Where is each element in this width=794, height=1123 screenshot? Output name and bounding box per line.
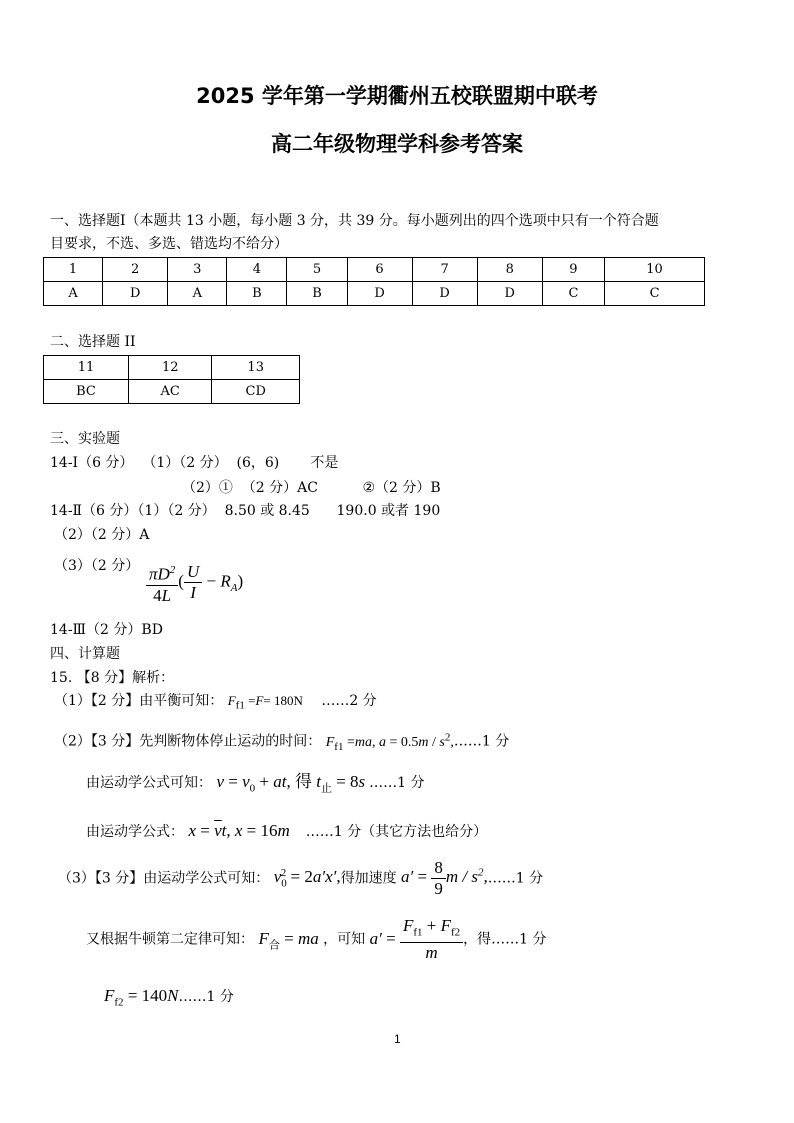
q-number: 11 xyxy=(44,356,129,380)
section4-heading: 四、计算题 xyxy=(50,646,120,662)
q15-part3-mid: 得加速度 xyxy=(340,870,397,887)
q-number: 9 xyxy=(542,258,604,282)
document-subtitle: 高二年级物理学科参考答案 xyxy=(271,132,523,156)
q-number: 3 xyxy=(168,258,227,282)
q14-2-line1: 14-Ⅱ（6 分）（1）（2 分） 8.50 或 8.45 190.0 或者 190 xyxy=(50,503,441,519)
score-note: ……1 分 xyxy=(178,989,234,1005)
q14-2-line2: （2）（2 分）A xyxy=(54,527,150,543)
q15-part3-label: （3）【3 分】由运动学公式可知： xyxy=(58,870,270,887)
q-number: 2 xyxy=(103,258,168,282)
page-number: 1 xyxy=(394,1032,401,1046)
q-answer: B xyxy=(227,282,287,306)
q-answer: BC xyxy=(44,380,129,404)
q-answer: CD xyxy=(212,380,300,404)
math-expression: $F_合$ = ma xyxy=(258,928,319,951)
document-title: 2025 学年第一学期衢州五校联盟期中联考 xyxy=(196,84,598,108)
table-row xyxy=(44,282,705,306)
resistivity-formula: $\frac{\pi D^2}{4L}$ ( $\frac{U}{I}$ − $R_A$) xyxy=(146,560,243,606)
q-answer: C xyxy=(605,282,705,306)
q15-kinematics-1-label: 由运动学公式可知： xyxy=(86,775,212,791)
q-answer: D xyxy=(412,282,477,306)
q-answer: C xyxy=(542,282,604,306)
math-expression: $x = \overline{v}t$, x = 16m xyxy=(188,821,290,840)
q-number: 8 xyxy=(477,258,542,282)
section1-answer-table xyxy=(43,257,705,306)
table-row xyxy=(44,258,705,282)
section3-heading: 三、实验题 xyxy=(50,431,120,447)
math-expression: $v_0^2 = 2a'x'$, xyxy=(273,866,341,890)
q15-newton xyxy=(86,916,547,963)
q15-kinematics-2-label: 由运动学公式： xyxy=(86,824,184,840)
math-expression: a′ = $\frac{F_{f1} + F_{f2}}{m}$ xyxy=(370,929,464,948)
math-expression: a′ = $\frac{8}{9}$ m / $s^2$, xyxy=(401,858,488,898)
q15-part1-label: （1）【2 分】由平衡可知： xyxy=(54,693,224,709)
q-answer: B xyxy=(287,282,347,306)
q15-part1 xyxy=(54,692,377,715)
q-number: 7 xyxy=(412,258,477,282)
q-answer: D xyxy=(347,282,412,306)
section1-heading: 一、选择题Ⅰ（本题共 13 小题，每小题 3 分，共 39 分。每小题列出的四个选项中只有一个符合题 xyxy=(50,213,659,229)
q-number: 13 xyxy=(212,356,300,380)
q-number: 4 xyxy=(227,258,287,282)
q-number: 5 xyxy=(287,258,347,282)
q-number: 6 xyxy=(347,258,412,282)
q-answer: D xyxy=(477,282,542,306)
q15-kinematics-1 xyxy=(86,773,425,797)
table-row xyxy=(44,356,300,380)
q15-part2-label: （2）【3 分】先判断物体停止运动的时间： xyxy=(54,733,322,750)
math-expression: $F_{f2} = 140N$ xyxy=(104,986,179,1009)
score-note: ，得……1 分 xyxy=(463,931,547,948)
score-note: ……1 分 xyxy=(487,870,544,887)
math-expression: $F_{f1} =ma$, $a = 0.5m / s^2$, xyxy=(325,731,454,753)
section2-heading: 二、选择题 II xyxy=(50,334,136,350)
q-number: 12 xyxy=(129,356,212,380)
q-number: 10 xyxy=(605,258,705,282)
score-note: ……1 分 xyxy=(369,775,425,791)
q14-1-line2: （2）① （2 分）AC ②（2 分）B xyxy=(182,480,441,496)
score-note: ……1 分（其它方法也给分） xyxy=(305,824,488,840)
q15-header: 15. 【8 分】解析： xyxy=(50,670,175,686)
math-expression: $F_{f1} =F= 180N$ xyxy=(227,693,303,712)
q15-newton-label: 又根据牛顿第二定律可知： xyxy=(86,931,254,948)
q-number: 1 xyxy=(44,258,103,282)
table-row xyxy=(44,380,300,404)
q15-part2 xyxy=(54,728,509,755)
q14-1-line1: 14-Ⅰ（6 分） （1）（2 分） (6，6) 不是 xyxy=(50,455,339,471)
q15-kinematics-2 xyxy=(86,822,487,841)
score-note: ……2 分 xyxy=(321,693,377,709)
q-answer: A xyxy=(168,282,227,306)
q15-part3 xyxy=(58,858,543,899)
section2-answer-table xyxy=(43,355,300,404)
q15-result xyxy=(104,987,234,1011)
math-expression: $v = v_0$ + at, 得 $t_止 = 8s$ xyxy=(216,772,366,795)
q-answer: A xyxy=(44,282,103,306)
section1-heading-cont: 目要求，不选、多选、错选均不给分） xyxy=(50,236,288,252)
q14-3: 14-Ⅲ（2 分）BD xyxy=(50,622,163,638)
score-note: ……1 分 xyxy=(453,733,510,750)
q15-newton-mid: ，可知 xyxy=(323,931,366,948)
q-answer: AC xyxy=(129,380,212,404)
q14-2-line3-label: （3）（2 分） xyxy=(54,558,140,574)
q-answer: D xyxy=(103,282,168,306)
